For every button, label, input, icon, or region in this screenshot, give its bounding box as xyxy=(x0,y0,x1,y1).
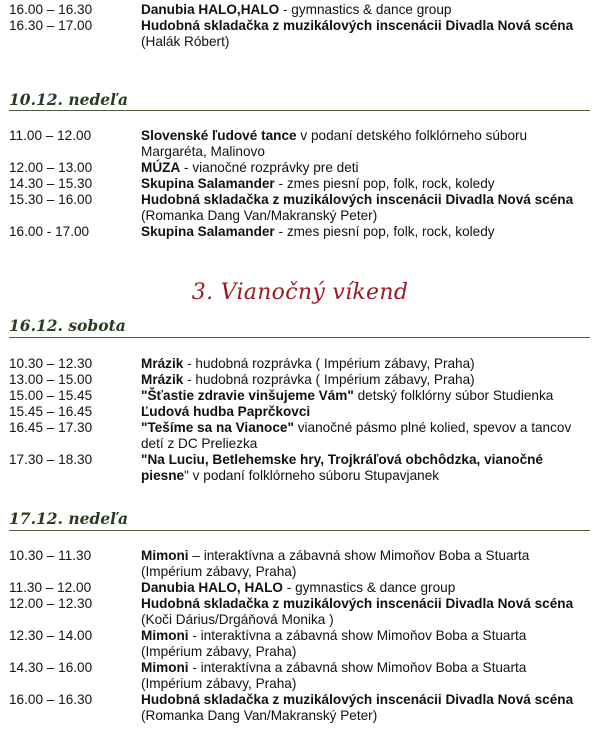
schedule-row xyxy=(0,404,600,420)
schedule-row xyxy=(0,176,600,192)
event-title: Danubia HALO,HALO xyxy=(141,2,280,17)
time-slot: 12.00 – 12.30 xyxy=(9,596,93,611)
event-detail: v podaní detského folklórneho súboru Margaréta, Malinovo xyxy=(141,128,528,159)
time-slot: 15.45 – 16.45 xyxy=(9,404,93,419)
time-slot: 16.00 - 17.00 xyxy=(9,224,90,239)
event-detail: (Romanka Dang Van/Makranský Peter) xyxy=(141,208,378,223)
time-slot: 16.00 – 16.30 xyxy=(9,2,93,17)
time-slot: 16.45 – 17.30 xyxy=(9,420,93,435)
event-title: Hudobná skladačka z muzikálových inscenácii Divadla Nová scéna xyxy=(141,596,574,611)
time-slot: 12.30 – 14.00 xyxy=(9,628,93,643)
event-title: Skupina Salamander xyxy=(141,224,275,239)
time-slot: 17.30 – 18.30 xyxy=(9,452,93,467)
event-title: Hudobná skladačka z muzikálových inscenácii Divadla Nová scéna xyxy=(141,18,574,33)
time-slot: 15.00 – 15.45 xyxy=(9,388,93,403)
event-detail: vianočné pásmo plné kolied, spevov a tancov detí z DC Preliezka xyxy=(141,420,572,451)
schedule-row xyxy=(0,128,600,160)
event-title: "Na Luciu, Betlehemske hry, Trojkráľová obchôdzka, vianočné piesne xyxy=(141,452,543,483)
day-divider xyxy=(9,110,590,111)
schedule-row xyxy=(0,692,600,724)
day-heading-17-12: 17.12. nedeľa xyxy=(9,509,129,528)
event-detail: - interaktívna a zábavná show Mimoňov Boba a Stuarta (Impérium zábavy, Praha) xyxy=(141,660,527,691)
time-slot: 13.00 – 15.00 xyxy=(9,372,93,387)
event-title: Skupina Salamander xyxy=(141,176,275,191)
event-title: Mrázik xyxy=(141,372,184,387)
event-detail: (Romanka Dang Van/Makranský Peter) xyxy=(141,708,378,723)
event-detail: - hudobná rozprávka ( Impérium zábavy, Praha) xyxy=(183,356,475,371)
event-detail: - interaktívna a zábavná show Mimoňov Boba a Stuarta (Impérium zábavy, Praha) xyxy=(141,628,527,659)
time-slot: 10.30 – 12.30 xyxy=(9,356,93,371)
schedule-row xyxy=(0,660,600,692)
event-title: Danubia HALO, HALO xyxy=(141,580,283,595)
time-slot: 14.30 – 16.00 xyxy=(9,660,93,675)
schedule-row xyxy=(0,356,600,372)
schedule-block-10-12 xyxy=(0,128,600,240)
schedule-row xyxy=(0,160,600,176)
schedule-row xyxy=(0,628,600,660)
event-detail: - zmes piesní pop, folk, rock, koledy xyxy=(274,224,495,239)
section-title: 3. Vianočný víkend xyxy=(191,280,409,305)
time-slot: 16.00 – 16.30 xyxy=(9,692,93,707)
schedule-row xyxy=(0,452,600,484)
schedule-row xyxy=(0,420,600,452)
event-detail: - zmes piesní pop, folk, rock, koledy xyxy=(274,176,495,191)
event-title: "Tešíme sa na Vianoce" xyxy=(141,420,294,435)
schedule-row xyxy=(0,2,600,18)
schedule-row xyxy=(0,388,600,404)
time-slot: 11.00 – 12.00 xyxy=(9,128,92,143)
time-slot: 14.30 – 15.30 xyxy=(9,176,93,191)
day-heading-16-12: 16.12. sobota xyxy=(9,316,126,335)
event-detail: - vianočné rozprávky pre deti xyxy=(180,160,359,175)
day-heading-10-12: 10.12. nedeľa xyxy=(9,90,129,109)
event-title: Hudobná skladačka z muzikálových inscenácii Divadla Nová scéna xyxy=(141,692,574,707)
event-detail: - gymnastics & dance group xyxy=(279,2,452,17)
time-slot: 15.30 – 16.00 xyxy=(9,192,93,207)
schedule-row xyxy=(0,372,600,388)
event-title: Hudobná skladačka z muzikálových inscenácii Divadla Nová scéna xyxy=(141,192,574,207)
event-detail: (Halák Róbert) xyxy=(141,34,230,49)
day-divider xyxy=(9,530,590,531)
event-title: Mimoni xyxy=(141,660,189,675)
event-title: Mimoni xyxy=(141,548,189,563)
event-title: Slovenské ľudové tance xyxy=(141,128,297,143)
day-divider xyxy=(9,337,590,338)
event-title: Ľudová hudba Paprčkovci xyxy=(141,404,311,419)
event-title: MÚZA xyxy=(141,160,181,175)
schedule-row xyxy=(0,596,600,628)
schedule-block-16-12 xyxy=(0,356,600,484)
time-slot: 11.30 – 12.00 xyxy=(9,580,92,595)
event-detail: (Koči Dárius/Drgáňová Monika ) xyxy=(141,612,334,627)
schedule-row xyxy=(0,192,600,224)
time-slot: 12.00 – 13.00 xyxy=(9,160,93,175)
schedule-row xyxy=(0,580,600,596)
event-detail: - hudobná rozprávka ( Impérium zábavy, Praha) xyxy=(183,372,475,387)
time-slot: 16.30 – 17.00 xyxy=(9,18,93,33)
schedule-row xyxy=(0,224,600,240)
event-detail: detský folklórny súbor Studienka xyxy=(353,388,554,403)
schedule-block-continued xyxy=(0,2,600,50)
event-detail: - gymnastics & dance group xyxy=(282,580,456,595)
event-title: Mrázik xyxy=(141,356,184,371)
event-detail: " v podaní folklórneho súboru Stupavjanek xyxy=(184,468,440,483)
event-title: "Šťastie zdravie vinšujeme Vám" xyxy=(141,388,354,403)
schedule-row xyxy=(0,18,600,50)
schedule-block-17-12 xyxy=(0,548,600,724)
event-title: Mimoni xyxy=(141,628,189,643)
schedule-row xyxy=(0,548,600,580)
event-detail: – interaktívna a zábavná show Mimoňov Boba a Stuarta (Impérium zábavy, Praha) xyxy=(141,548,530,579)
time-slot: 10.30 – 11.30 xyxy=(9,548,92,563)
